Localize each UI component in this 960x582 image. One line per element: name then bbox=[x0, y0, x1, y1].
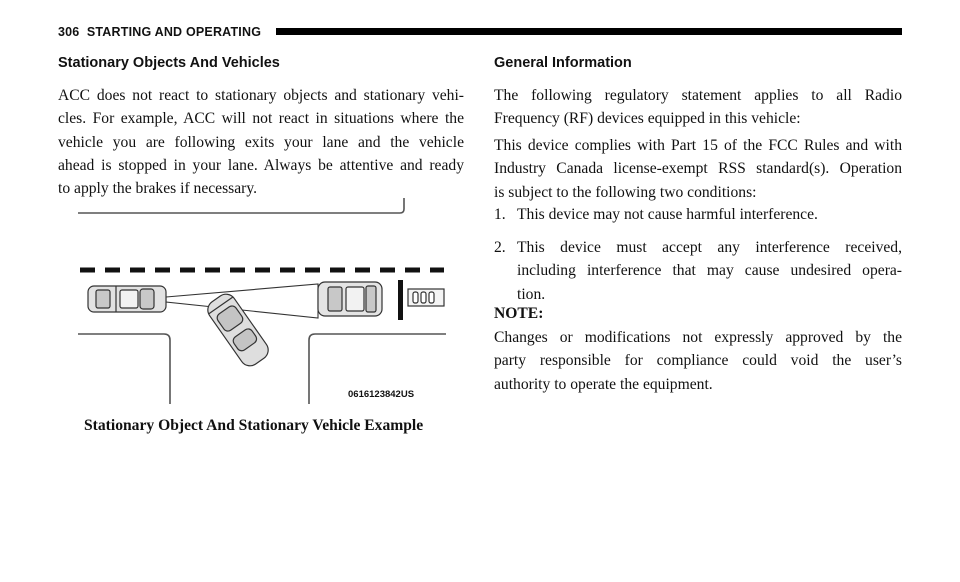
page-header-text bbox=[58, 25, 261, 39]
stopped-vehicle bbox=[318, 282, 382, 316]
paragraph-acc-stationary bbox=[58, 84, 464, 200]
heading-stationary-objects: Stationary Objects And Vehicles bbox=[58, 55, 280, 71]
road-sign bbox=[408, 289, 444, 306]
text-line: This device must accept any interference received, bbox=[517, 239, 902, 256]
text-line: is subject to the following two conditions: bbox=[494, 183, 757, 201]
road-edge-top bbox=[78, 198, 404, 213]
text-line: vehicle you are following exits your lane and the vehicle bbox=[58, 133, 464, 151]
text-line: This device complies with Part 15 of the FCC Rules and with bbox=[494, 137, 902, 154]
list-item-condition-1 bbox=[494, 203, 902, 226]
figure-id: 0616123842US bbox=[348, 389, 415, 400]
text-line: Frequency (RF) devices equipped in this vehicle: bbox=[494, 110, 801, 128]
note-label: NOTE: bbox=[494, 305, 544, 322]
paragraph-note bbox=[494, 326, 902, 396]
text-line: ACC does not react to stationary objects and stationary vehi- bbox=[58, 87, 464, 104]
text-line: Changes or modifications not expressly approved by the bbox=[494, 329, 902, 346]
page-number: 306 bbox=[58, 25, 80, 39]
road-edge-bottom-left bbox=[78, 334, 170, 404]
text-line: This device may not cause harmful interference. bbox=[517, 206, 818, 223]
exiting-vehicle bbox=[204, 290, 272, 369]
text-line: including interference that may cause undesired opera- bbox=[517, 262, 902, 280]
list-item-condition-2 bbox=[494, 236, 902, 306]
text-line: ahead is stopped in your lane. Always be attentive and ready bbox=[58, 156, 464, 174]
section-title: STARTING AND OPERATING bbox=[86, 25, 262, 39]
list-number: 2. bbox=[494, 239, 506, 256]
figure-caption: Stationary Object And Stationary Vehicle Example bbox=[84, 417, 424, 434]
list-number: 1. bbox=[494, 206, 506, 223]
figure-stationary-vehicle-diagram bbox=[78, 190, 450, 408]
text-line: tion. bbox=[517, 285, 546, 303]
text-line: to apply the brakes if necessary. bbox=[58, 180, 258, 198]
paragraph-fcc-compliance bbox=[494, 134, 902, 204]
page-header bbox=[58, 24, 902, 40]
text-line: authority to operate the equipment. bbox=[494, 375, 713, 393]
text-line: cles. For example, ACC will not react in situations where the bbox=[58, 110, 464, 128]
paragraph-regulatory-intro bbox=[494, 84, 902, 131]
header-rule bbox=[276, 28, 902, 35]
text-line: party responsible for compliance could void the user’s bbox=[494, 352, 902, 370]
heading-general-information: General Information bbox=[494, 55, 632, 71]
stationary-object-barrier bbox=[398, 280, 403, 320]
own-vehicle bbox=[88, 286, 166, 312]
text-line: Industry Canada license-exempt RSS standard(s). Operation bbox=[494, 160, 902, 178]
text-line: The following regulatory statement applies to all Radio bbox=[494, 87, 902, 104]
